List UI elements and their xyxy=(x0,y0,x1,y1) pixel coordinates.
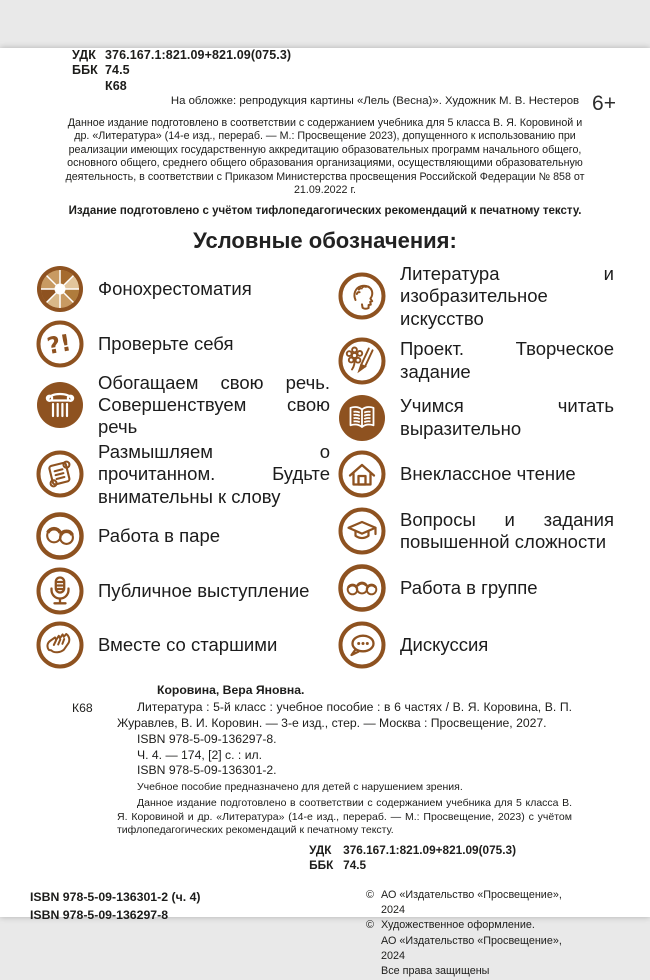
cover-note: На обложке: репродукция картины «Лель (Весна)». Художник М. В. Нестеров xyxy=(170,94,580,107)
legend-label: Обогащаем свою речь. Совершенствуем свою речь xyxy=(98,372,330,438)
legend-item-discussion xyxy=(336,619,616,671)
page-footer xyxy=(30,888,580,980)
legend-item-phono xyxy=(34,263,336,315)
graduation-cap-icon xyxy=(336,505,388,557)
tiflo-note: Издание подготовлено с учётом тифлопедагогических рекомендаций к печатному тексту. xyxy=(68,204,582,217)
legend-label: Литература и изобразительное искусство xyxy=(400,263,614,329)
bbk-row xyxy=(72,63,650,78)
pair-faces-icon xyxy=(34,510,86,562)
legend-title: Условные обозначения: xyxy=(193,228,457,254)
imprint-page xyxy=(0,48,650,978)
isbn-block xyxy=(30,888,201,980)
group-faces-icon xyxy=(336,562,388,614)
legend-label: Размышляем о прочитанном. Будьте внимательны к слову xyxy=(98,441,330,507)
phono-disc-icon xyxy=(34,263,86,315)
udk-value: 376.167.1:821.09+821.09(075.3) xyxy=(105,48,292,62)
legend-label: Вместе со старшими xyxy=(98,634,278,655)
udk-row xyxy=(72,48,650,63)
legend-item-group-work xyxy=(336,562,616,614)
house-icon xyxy=(336,448,388,500)
udk-bottom-row: УДК 376.167.1:821.09+821.09(075.3) xyxy=(309,842,516,857)
legend-label: Учимся читать выразительно xyxy=(400,395,614,439)
bbk-bottom-row: ББК 74.5 xyxy=(309,858,367,873)
legend-label: Фонохрестоматия xyxy=(98,278,252,300)
author-heading: Коровина, Вера Яновна. xyxy=(157,683,305,698)
legend-label: Проверьте себя xyxy=(98,332,234,354)
legend-label: Вопросы и задания повышенной сложности xyxy=(400,509,614,553)
isbn-part-line: ISBN 978-5-09-136301-2 (ч. 4) xyxy=(30,889,201,904)
microphone-icon xyxy=(34,565,86,617)
part-line: Ч. 4. — 174, [2] с. : ил. xyxy=(137,747,263,762)
open-book-icon xyxy=(336,392,388,444)
legend-item-reflect xyxy=(34,441,336,508)
legend-item-public-speaking xyxy=(34,565,336,617)
copyright-line: © Художественное оформление. xyxy=(366,918,580,933)
legend-label: Внеклассное чтение xyxy=(400,463,576,485)
catalog-code: К68 xyxy=(72,701,93,716)
udk-bottom-block xyxy=(72,843,516,874)
flower-pencil-icon xyxy=(336,335,388,387)
edition-note: Данное издание подготовлено в соответствии с содержанием учебника для 5 класса В. Я. Коровиной и др. «Литература» (14-е изд., перераб. — М.: Просвещение, 2023) с учётом тифлопедагогических рекомендаций к печатному тексту. xyxy=(117,796,572,837)
catalog-entry xyxy=(72,700,572,838)
bbk-label: ББК xyxy=(72,63,98,78)
legend-column-right xyxy=(336,263,616,671)
copyright-line: Все права защищены xyxy=(381,965,490,978)
legend-item-extracurricular-reading xyxy=(336,448,616,500)
udk-label: УДК xyxy=(72,48,96,62)
code-row xyxy=(72,79,650,94)
isbn-line-2: ISBN 978-5-09-136301-2. xyxy=(137,763,277,778)
vision-note: Учебное пособие предназначено для детей с нарушением зрения. xyxy=(137,781,463,794)
svg-text:?!: ?! xyxy=(45,329,74,360)
udk-block xyxy=(72,48,650,94)
catalog-main-entry: Литература : 5-й класс : учебное пособие : в 6 частях / В. Я. Коровина, В. П. Журавлев, В. И. Коровин. — 3-е изд., стер. — Москва : Просвещение, 2027. xyxy=(117,700,572,730)
legend-item-literature-art xyxy=(336,263,616,330)
copyright-line: АО «Издательство «Просвещение», 2024 xyxy=(381,934,562,962)
legend-item-pair-work xyxy=(34,510,336,562)
legend-grid xyxy=(34,263,650,671)
hands-icon xyxy=(34,619,86,671)
bbk-value: 74.5 xyxy=(105,63,130,78)
legend-label: Публичное выступление xyxy=(98,579,310,601)
head-profile-icon xyxy=(336,270,388,322)
legend-label: Работа в паре xyxy=(98,525,221,547)
scroll-icon xyxy=(34,448,86,500)
legend-item-project xyxy=(336,335,616,387)
legend-item-expressive-reading xyxy=(336,392,616,444)
legend-column-left xyxy=(34,263,336,671)
copyright-symbol: © xyxy=(366,919,374,932)
legend-item-check-yourself xyxy=(34,318,336,370)
isbn-line-1: ISBN 978-5-09-136297-8. xyxy=(137,731,277,746)
copyright-block xyxy=(366,888,580,980)
legend-item-with-elders xyxy=(34,619,336,671)
legend-item-advanced-questions xyxy=(336,505,616,557)
copyright-symbol: © xyxy=(366,888,374,901)
book-code: К68 xyxy=(105,78,127,93)
age-rating-badge: 6+ xyxy=(592,92,616,115)
legend-item-enrich-speech xyxy=(34,372,336,439)
copyright-line: © АО «Издательство «Просвещение», 2024 xyxy=(366,888,580,919)
column-icon xyxy=(34,379,86,431)
legend-label: Дискуссия xyxy=(400,634,489,656)
speech-bubble-icon xyxy=(336,619,388,671)
bibliographic-record xyxy=(72,683,572,873)
compliance-paragraph: Данное издание подготовлено в соответствии с содержанием учебника для 5 класса В. Я. Коровиной и др. «Литература» (14-е изд., перераб. — М.: Просвещение 2023), допущенного к использованию при реализации имеющих государственную аккредитацию образовательных программ начального общего, основного общего, среднего общего образования организациями, осуществляющими образовательную деятельность, в соответствии с Приказом Министерства просвещения Российской Федерации № 858 от 21.09.2022 г. xyxy=(65,116,585,197)
isbn-main-line: ISBN 978-5-09-136297-8 xyxy=(30,907,169,922)
legend-label: Работа в группе xyxy=(400,577,538,599)
question-exclamation-icon xyxy=(34,318,86,370)
legend-label: Проект. Творческое задание xyxy=(400,338,614,382)
